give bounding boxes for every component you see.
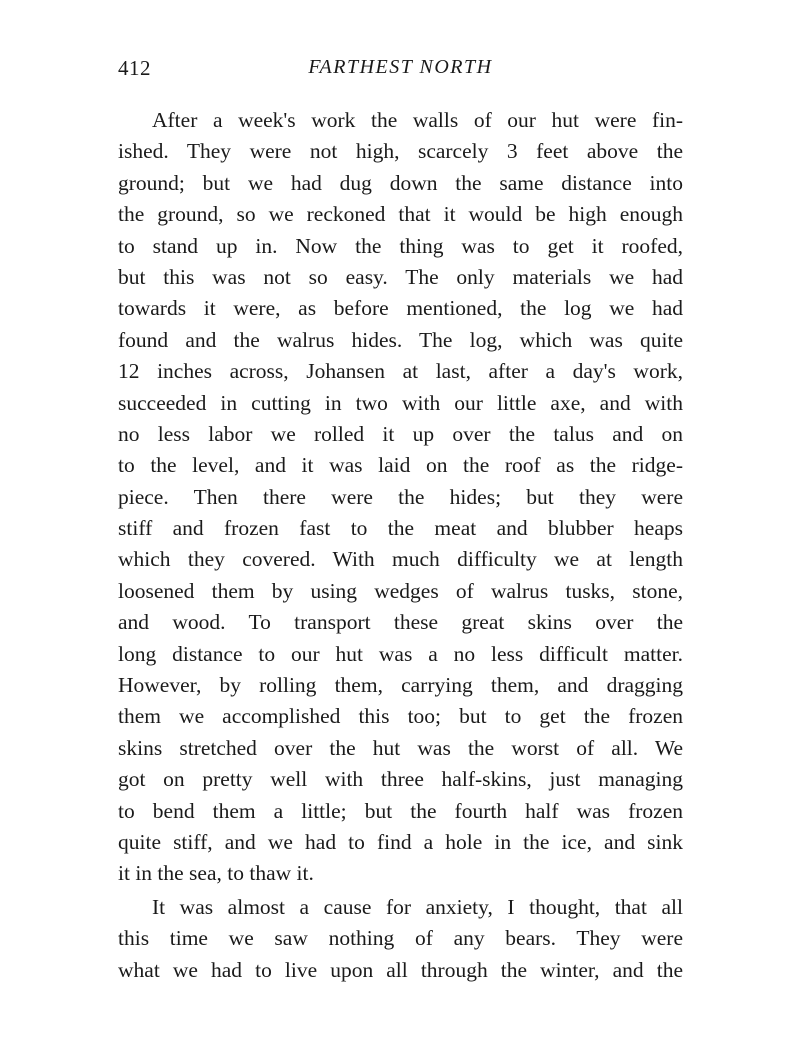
text-line: to bend them a little; but the fourth half was frozen [118,798,683,823]
running-title: FARTHEST NORTH [308,56,493,78]
text-line: loosened them by using wedges of walrus tusks, stone, [118,578,683,603]
text-line: them we accomplished this too; but to get the frozen [118,704,683,729]
text-line: 12 inches across, Johansen at last, after a day's work, [118,359,683,384]
text-line: However, by rolling them, carrying them, and dragging [118,673,683,698]
page-number: 412 [118,56,151,80]
text-line: found and the walrus hides. The log, which was quite [118,327,683,352]
paragraph-2 [118,892,683,986]
text-line: ished. They were not high, scarcely 3 feet above the [118,139,683,164]
text-line: skins stretched over the hut was the worst of all. We [118,735,683,760]
text-line: and wood. To transport these great skins over the [118,610,683,635]
text-line: It was almost a cause for anxiety, I thought, that all [152,894,683,919]
text-line: ground; but we had dug down the same distance into [118,170,683,195]
text-line: this time we saw nothing of any bears. They were [118,926,683,951]
text-line: which they covered. With much difficulty we at length [118,547,683,572]
text-line: stiff and frozen fast to the meat and blubber heaps [118,516,683,541]
text-line: but this was not so easy. The only materials we had [118,264,683,289]
text-line: long distance to our hut was a no less difficult matter. [118,641,683,666]
text-line: got on pretty well with three half-skins, just managing [118,767,683,792]
text-line: After a week's work the walls of our hut were fin- [152,108,683,132]
text-line: succeeded in cutting in two with our little axe, and with [118,390,683,415]
paragraph-1 [118,105,683,890]
text-line: towards it were, as before mentioned, the log we had [118,296,683,321]
text-line: piece. Then there were the hides; but they were [118,484,683,509]
text-line: no less labor we rolled it up over the talus and on [118,421,683,446]
text-line: to the level, and it was laid on the roof as the ridge- [118,453,683,478]
text-line: what we had to live upon all through the winter, and the [118,957,683,982]
text-line: quite stiff, and we had to find a hole in the ice, and sink [118,829,683,854]
text-line: to stand up in. Now the thing was to get it roofed, [118,233,683,258]
body-text [118,105,683,986]
text-line: it in the sea, to thaw it. [118,861,314,886]
text-line: the ground, so we reckoned that it would be high enough [118,202,683,227]
page-header [118,56,683,86]
